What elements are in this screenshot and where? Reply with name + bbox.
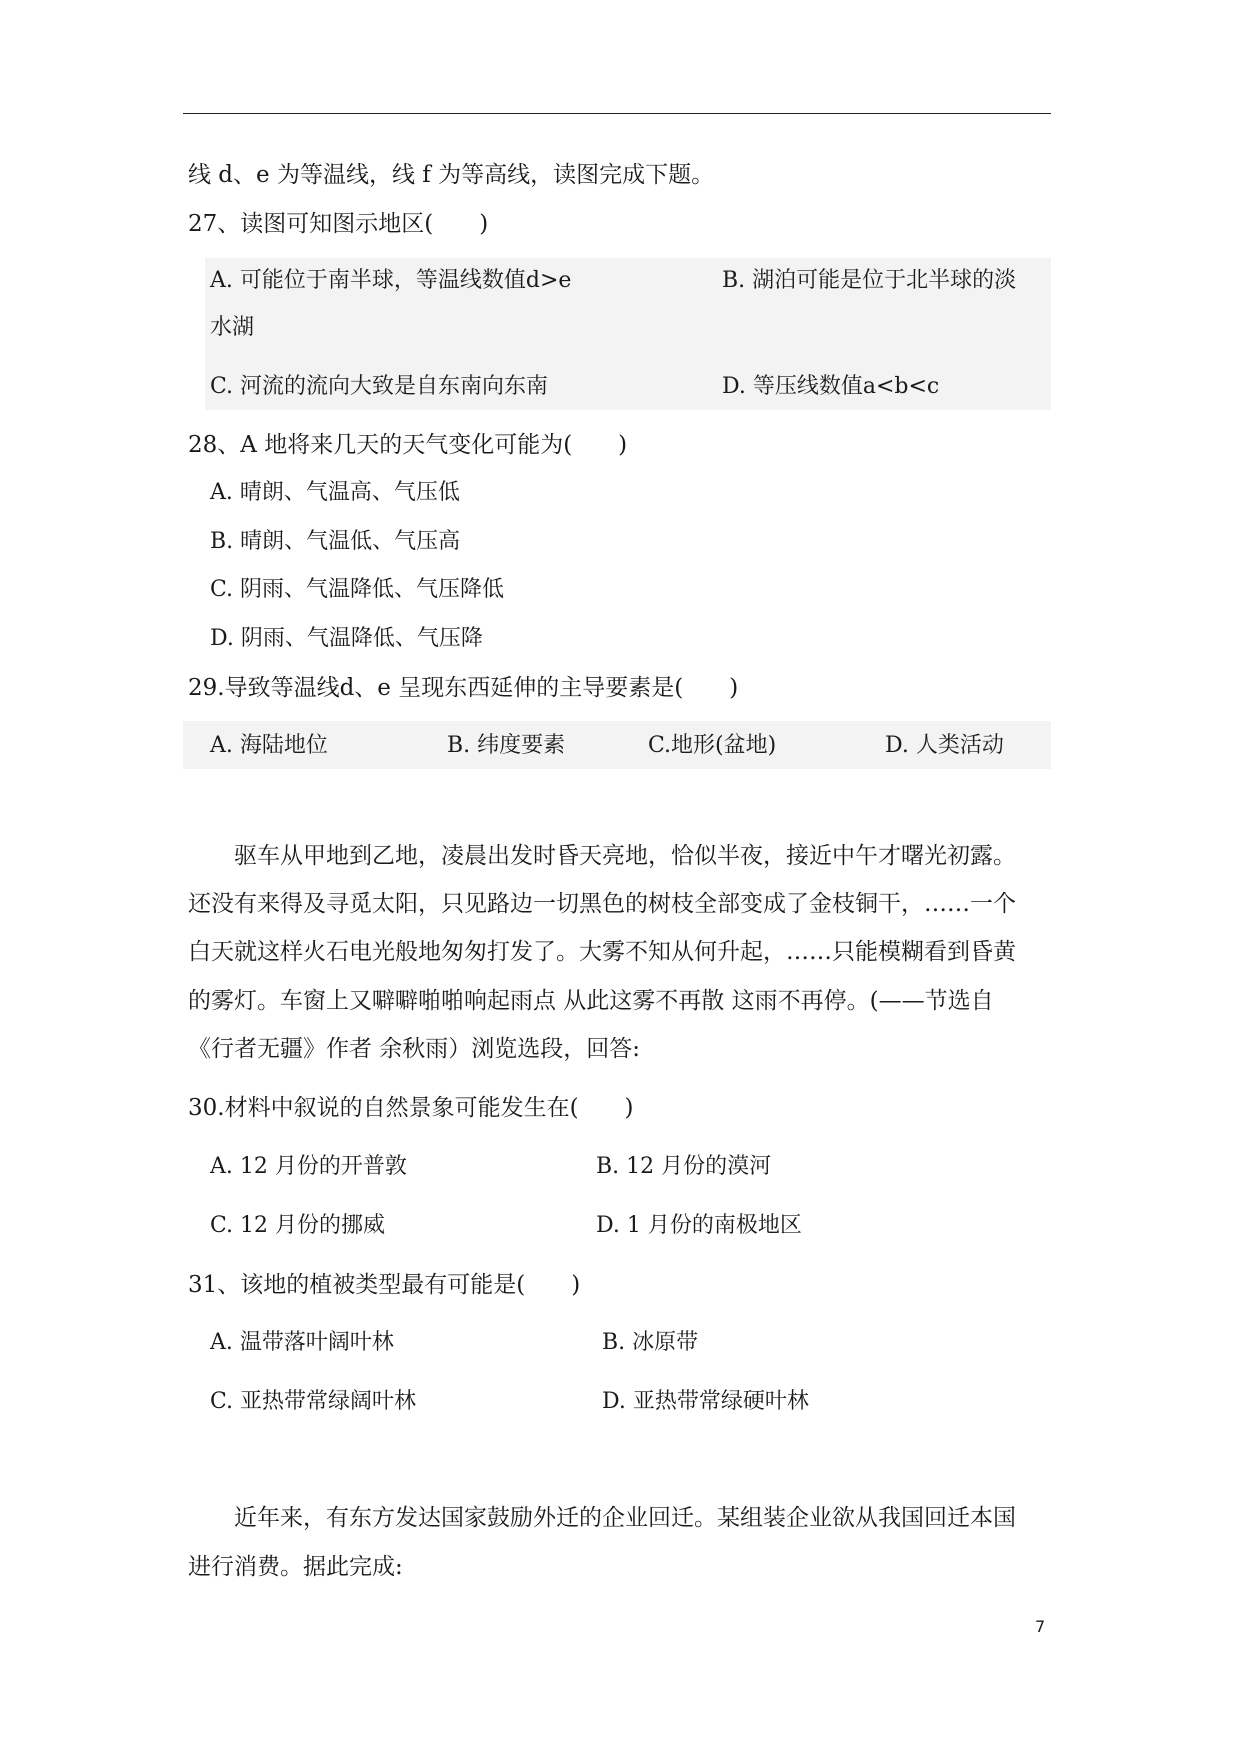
q30-option-c: C. 12 月份的挪威 — [210, 1213, 386, 1238]
q27-option-b: B. 湖泊可能是位于北半球的淡 — [722, 268, 1017, 293]
q27-stem: 27、读图可知图示地区( ) — [188, 211, 489, 237]
q27-option-b-continued: 水湖 — [210, 315, 255, 340]
q28-option-a: A. 晴朗、气温高、气压低 — [210, 480, 460, 505]
passage2-line-2: 进行消费。据此完成: — [188, 1554, 403, 1580]
passage1-line-3: 白天就这样火石电光般地匆匆打发了。大雾不知从何升起，……只能模糊看到昏黄 — [188, 939, 1016, 965]
q30-option-b: B. 12 月份的漠河 — [596, 1154, 772, 1179]
q29-option-c: C.地形(盆地) — [648, 733, 777, 758]
q28-option-c: C. 阴雨、气温降低、气压降低 — [210, 577, 505, 602]
q28-option-d: D. 阴雨、气温降低、气压降 — [210, 626, 483, 651]
passage2-line-1: 近年来，有东方发达国家鼓励外迁的企业回迁。某组装企业欲从我国回迁本国 — [234, 1505, 1016, 1531]
header-rule — [183, 113, 1051, 114]
q30-stem: 30.材料中叙说的自然景象可能发生在( ) — [188, 1095, 634, 1121]
q31-option-c: C. 亚热带常绿阔叶林 — [210, 1389, 417, 1414]
q31-option-d: D. 亚热带常绿硬叶林 — [602, 1389, 809, 1414]
q30-option-a: A. 12 月份的开普敦 — [210, 1154, 407, 1179]
q29-option-a: A. 海陆地位 — [210, 733, 328, 758]
q29-option-d: D. 人类活动 — [885, 733, 1004, 758]
q27-option-d: D. 等压线数值a<b<c — [722, 374, 940, 399]
q29-option-b: B. 纬度要素 — [447, 733, 566, 758]
q27-option-c: C. 河流的流向大致是自东南向东南 — [210, 374, 549, 399]
q29-stem: 29.导致等温线d、e 呈现东西延伸的主导要素是( ) — [188, 675, 739, 701]
passage1-line-2: 还没有来得及寻觅太阳，只见路边一切黑色的树枝全部变成了金枝铜干，……一个 — [188, 891, 1016, 917]
passage1-line-4: 的雾灯。车窗上又噼噼啪啪响起雨点 从此这雾不再散 这雨不再停。(——节选自 — [188, 988, 994, 1014]
q28-option-b: B. 晴朗、气温低、气压高 — [210, 529, 461, 554]
passage1-line-5: 《行者无疆》作者 余秋雨）浏览选段，回答: — [188, 1036, 641, 1062]
page-number: 7 — [1035, 1617, 1046, 1636]
q30-option-d: D. 1 月份的南极地区 — [596, 1213, 802, 1238]
intro-line: 线 d、e 为等温线，线 f 为等高线，读图完成下题。 — [188, 162, 715, 188]
q31-option-b: B. 冰原带 — [602, 1330, 699, 1355]
q28-stem: 28、A 地将来几天的天气变化可能为( ) — [188, 432, 628, 458]
q31-option-a: A. 温带落叶阔叶林 — [210, 1330, 394, 1355]
q27-option-a: A. 可能位于南半球，等温线数值d>e — [210, 268, 572, 293]
passage1-line-1: 驱车从甲地到乙地，凌晨出发时昏天亮地，恰似半夜，接近中午才曙光初露。 — [234, 843, 1016, 869]
q31-stem: 31、该地的植被类型最有可能是( ) — [188, 1272, 581, 1298]
